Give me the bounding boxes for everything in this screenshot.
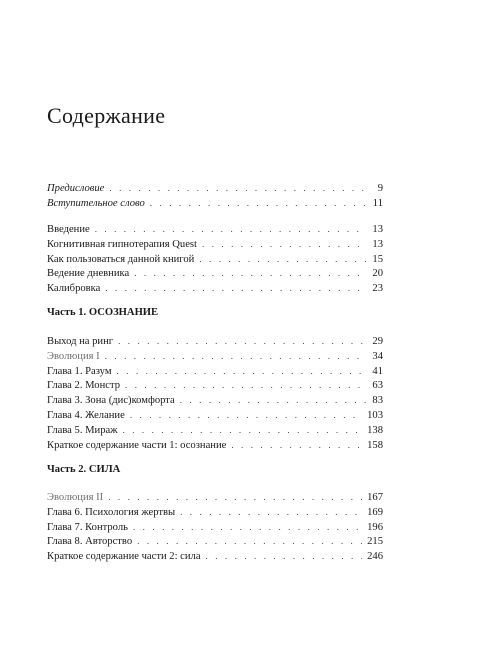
toc-entry-label: Вступительное слово: [47, 197, 145, 209]
toc-entry-label: Ведение дневника: [47, 268, 130, 280]
toc-entry-label: Глава 4. Желание: [47, 409, 125, 421]
toc-entry-label: Краткое содержание части 2: сила: [47, 551, 201, 563]
leader-dots: [150, 196, 366, 211]
toc-entry-page: 169: [367, 506, 383, 518]
leader-dots: [231, 438, 362, 453]
toc-part1: [47, 334, 383, 452]
toc-entry[interactable]: [47, 334, 383, 349]
toc-front-matter: [47, 181, 383, 211]
toc-entry[interactable]: [47, 505, 383, 520]
toc-intro: [47, 222, 383, 296]
toc-entry-label: Калибровка: [47, 283, 101, 295]
toc-part2: [47, 490, 383, 564]
toc-entry-page: 13: [372, 224, 383, 235]
toc-entry-page: 15: [372, 253, 383, 265]
toc-entry[interactable]: [47, 237, 383, 252]
toc-entry-page: 167: [367, 492, 383, 503]
leader-dots: [180, 505, 362, 520]
toc-entry[interactable]: [47, 549, 383, 564]
toc-entry-label: Эволюция I: [47, 350, 100, 362]
toc-entry[interactable]: [47, 423, 383, 438]
part2-heading: Часть 2. СИЛА: [47, 464, 121, 475]
toc-entry[interactable]: [47, 349, 383, 364]
toc-entry-page: 103: [367, 409, 383, 421]
toc-entry-label: Глава 6. Психология жертвы: [47, 506, 176, 518]
leader-dots: [108, 490, 362, 505]
toc-entry[interactable]: [47, 222, 383, 237]
toc-entry[interactable]: [47, 534, 383, 549]
leader-dots: [95, 222, 366, 237]
leader-dots: [117, 364, 366, 379]
toc-entry[interactable]: [47, 252, 383, 267]
toc-entry[interactable]: [47, 520, 383, 535]
toc-entry-label: Краткое содержание части 1: осознание: [47, 439, 227, 451]
toc-entry-page: 20: [372, 268, 383, 280]
toc-entry[interactable]: [47, 364, 383, 379]
toc-entry[interactable]: [47, 281, 383, 296]
toc-entry-label: Когнитивная гипнотерапия Quest: [47, 238, 197, 250]
leader-dots: [109, 181, 366, 196]
leader-dots: [180, 393, 366, 408]
leader-dots: [105, 281, 366, 296]
toc-entry-page: 9: [377, 183, 383, 194]
toc-entry-page: 196: [367, 521, 383, 533]
toc-entry-page: 11: [372, 197, 383, 209]
page-title: Содержание: [47, 103, 166, 128]
toc-entry-page: 138: [367, 424, 383, 436]
leader-dots: [137, 534, 362, 549]
toc-entry-label: Эволюция II: [47, 492, 104, 503]
toc-entry-page: 29: [372, 336, 383, 347]
leader-dots: [105, 349, 366, 364]
toc-entry-label: Выход на ринг: [47, 336, 114, 347]
toc-entry-label: Глава 7. Контроль: [47, 521, 128, 533]
toc-entry-page: 13: [372, 238, 383, 250]
toc-entry-label: Глава 3. Зона (дис)комфорта: [47, 395, 175, 407]
toc-entry-label: Предисловие: [47, 183, 105, 194]
toc-entry-label: Как пользоваться данной книгой: [47, 253, 195, 265]
toc-entry-label: Глава 1. Разум: [47, 365, 112, 377]
leader-dots: [118, 334, 366, 349]
toc-entry[interactable]: [47, 266, 383, 281]
toc-entry-page: 41: [372, 365, 383, 377]
toc-entry[interactable]: [47, 408, 383, 423]
toc-entry-label: Глава 5. Мираж: [47, 424, 118, 436]
toc-entry-page: 246: [367, 551, 383, 563]
leader-dots: [206, 549, 363, 564]
leader-dots: [123, 423, 363, 438]
toc-entry-label: Введение: [47, 224, 90, 235]
toc-entry-label: Глава 2. Монстр: [47, 380, 121, 392]
leader-dots: [133, 520, 362, 535]
toc-entry-preface[interactable]: [47, 181, 383, 196]
toc-entry-page: 215: [367, 536, 383, 548]
toc-entry-foreword[interactable]: [47, 196, 383, 211]
leader-dots: [134, 266, 366, 281]
part1-heading: Часть 1. ОСОЗНАНИЕ: [47, 307, 159, 318]
leader-dots: [130, 408, 362, 423]
toc-entry-page: 34: [372, 350, 383, 362]
toc-entry-page: 83: [372, 395, 383, 407]
leader-dots: [202, 237, 366, 252]
toc-entry-label: Глава 8. Авторство: [47, 536, 133, 548]
leader-dots: [125, 378, 366, 393]
toc-entry[interactable]: [47, 393, 383, 408]
leader-dots: [199, 252, 366, 267]
toc-entry-page: 23: [372, 283, 383, 295]
toc-entry-page: 158: [367, 439, 383, 451]
toc-entry[interactable]: [47, 378, 383, 393]
toc-entry-page: 63: [372, 380, 383, 392]
toc-entry[interactable]: [47, 438, 383, 453]
toc-entry[interactable]: [47, 490, 383, 505]
